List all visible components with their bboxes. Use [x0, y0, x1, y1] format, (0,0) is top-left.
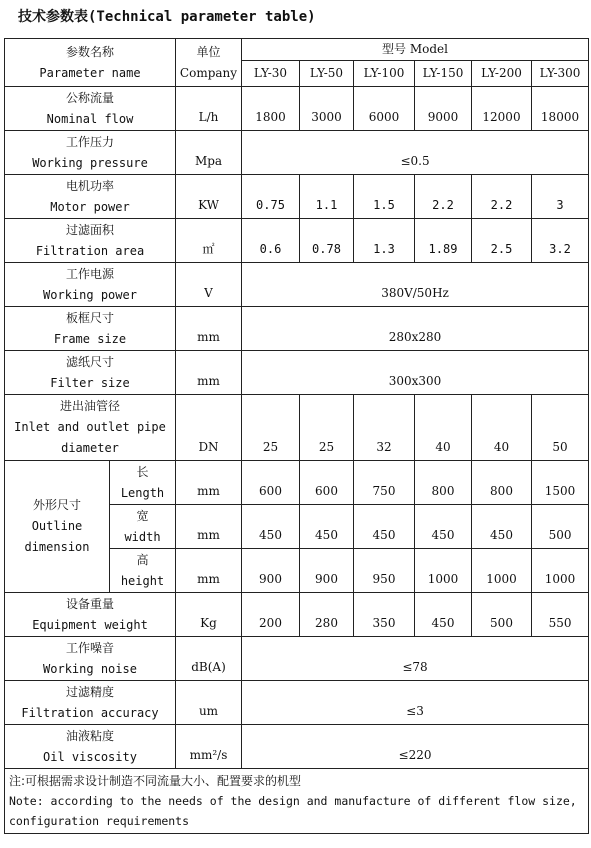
value-cell: 3000: [300, 87, 354, 131]
param-cn: 工作压力: [65, 134, 114, 149]
param-en: Working power: [43, 287, 137, 302]
unit-en: Company: [179, 65, 238, 80]
value-cell: 40: [415, 395, 472, 461]
unit-cell: ㎡: [176, 219, 242, 263]
param-cn: 板框尺寸: [65, 310, 114, 325]
value-cell: 350: [354, 593, 415, 637]
value-cell: ≤3: [242, 681, 589, 725]
note-cell: [5, 769, 589, 834]
value-cell: 32: [354, 395, 415, 461]
unit-cell: dB(A): [176, 637, 242, 681]
sub-param-cn: 宽: [136, 508, 149, 523]
value-cell: 600: [242, 461, 300, 505]
param-cn: 油液粘度: [65, 728, 114, 743]
row-working-pressure: [5, 131, 589, 175]
row-motor-power: [5, 175, 589, 219]
row-frame-size: [5, 307, 589, 351]
model-name: LY-30: [242, 61, 300, 87]
unit-header: [176, 39, 242, 87]
row-working-power: [5, 263, 589, 307]
param-name-header: [5, 39, 176, 87]
note-cn: 注:可根据需求设计制造不同流量大小、配置要求的机型: [9, 774, 302, 788]
row-working-noise: [5, 637, 589, 681]
value-cell: 1800: [242, 87, 300, 131]
value-cell: 550: [532, 593, 589, 637]
value-cell: 300x300: [242, 351, 589, 395]
param-cn: 过滤面积: [65, 222, 114, 237]
param-cn: 过滤精度: [65, 684, 114, 699]
value-cell: 3: [532, 175, 589, 219]
row-pipe-diameter: [5, 395, 589, 461]
model-name: LY-200: [472, 61, 532, 87]
value-cell: 450: [415, 593, 472, 637]
param-en: Outline: [31, 519, 83, 533]
param-en: Filter size: [50, 375, 130, 390]
unit-cell: mm: [176, 307, 242, 351]
value-cell: 450: [415, 505, 472, 549]
sub-param-cn: 高: [136, 552, 149, 567]
param-cn: 进出油管径: [59, 399, 120, 413]
unit-cn: 单位: [196, 44, 221, 59]
unit-cell: mm: [176, 505, 242, 549]
value-cell: 380V/50Hz: [242, 263, 589, 307]
value-cell: 2.2: [472, 175, 532, 219]
unit-cell: Mpa: [176, 131, 242, 175]
value-cell: 200: [242, 593, 300, 637]
unit-cell: mm: [176, 461, 242, 505]
value-cell: 50: [532, 395, 589, 461]
param-en: Working noise: [43, 661, 137, 676]
outline-label: [5, 461, 110, 593]
param-en: Motor power: [50, 199, 130, 214]
value-cell: 450: [472, 505, 532, 549]
value-cell: ≤0.5: [242, 131, 589, 175]
value-cell: 500: [472, 593, 532, 637]
value-cell: 1.5: [354, 175, 415, 219]
param-name-cn: 参数名称: [65, 44, 114, 59]
value-cell: 6000: [354, 87, 415, 131]
param-cn: 设备重量: [65, 596, 114, 611]
value-cell: 1000: [532, 549, 589, 593]
page-title: 技术参数表(Technical parameter table): [18, 9, 316, 25]
unit-cell: um: [176, 681, 242, 725]
value-cell: 750: [354, 461, 415, 505]
value-cell: 800: [415, 461, 472, 505]
param-cn: 外形尺寸: [32, 498, 81, 512]
value-cell: 1.1: [300, 175, 354, 219]
row-oil-viscosity: [5, 725, 589, 769]
value-cell: 950: [354, 549, 415, 593]
row-equipment-weight: [5, 593, 589, 637]
value-cell: 1500: [532, 461, 589, 505]
param-en: dimension: [24, 540, 90, 554]
unit-cell: V: [176, 263, 242, 307]
value-cell: 800: [472, 461, 532, 505]
row-filtration-area: [5, 219, 589, 263]
param-en: Filtration area: [35, 243, 145, 258]
value-cell: 25: [242, 395, 300, 461]
value-cell: 0.75: [242, 175, 300, 219]
value-cell: 450: [242, 505, 300, 549]
value-cell: 280: [300, 593, 354, 637]
model-name: LY-150: [415, 61, 472, 87]
sub-param-cn: 长: [136, 464, 149, 479]
value-cell: 450: [354, 505, 415, 549]
value-cell: 0.78: [300, 219, 354, 263]
sub-param-en: width: [124, 529, 161, 544]
row-filter-size: [5, 351, 589, 395]
technical-parameter-table: [4, 38, 589, 834]
value-cell: 0.6: [242, 219, 300, 263]
unit-cell: mm: [176, 549, 242, 593]
value-cell: 2.2: [415, 175, 472, 219]
param-cn: 电机功率: [65, 178, 114, 193]
value-cell: 500: [532, 505, 589, 549]
param-cn: 滤纸尺寸: [65, 354, 114, 369]
sub-param-en: Length: [120, 485, 165, 500]
param-en: Oil viscosity: [43, 749, 137, 764]
unit-cell: mm: [176, 351, 242, 395]
model-name: LY-300: [532, 61, 589, 87]
unit-cell: DN: [176, 395, 242, 461]
model-name: LY-100: [354, 61, 415, 87]
unit-cell: Kg: [176, 593, 242, 637]
param-en: diameter: [61, 441, 119, 455]
value-cell: 25: [300, 395, 354, 461]
value-cell: 900: [300, 549, 354, 593]
param-en: Filtration accuracy: [21, 705, 159, 720]
value-cell: 3.2: [532, 219, 589, 263]
param-cn: 工作噪音: [65, 640, 114, 655]
value-cell: 9000: [415, 87, 472, 131]
param-cn: 工作电源: [65, 266, 114, 281]
value-cell: 450: [300, 505, 354, 549]
header-row: [5, 39, 589, 61]
value-cell: 1.89: [415, 219, 472, 263]
param-en: Inlet and outlet pipe: [14, 420, 166, 434]
value-cell: 1.3: [354, 219, 415, 263]
value-cell: 600: [300, 461, 354, 505]
value-cell: 280x280: [242, 307, 589, 351]
value-cell: ≤220: [242, 725, 589, 769]
row-filtration-accuracy: [5, 681, 589, 725]
model-header: 型号 Model: [242, 39, 589, 61]
param-en: Frame size: [53, 331, 127, 346]
value-cell: 1000: [472, 549, 532, 593]
sub-param-en: height: [120, 573, 165, 588]
note-en: Note: according to the needs of the design and manufacture of different flow size, configuration requirements: [9, 794, 577, 828]
row-note: [5, 769, 589, 834]
value-cell: ≤78: [242, 637, 589, 681]
unit-cell: KW: [176, 175, 242, 219]
row-nominal-flow: [5, 87, 589, 131]
param-en: Nominal flow: [46, 111, 134, 126]
unit-cell: L/h: [176, 87, 242, 131]
value-cell: 12000: [472, 87, 532, 131]
model-name: LY-50: [300, 61, 354, 87]
value-cell: 18000: [532, 87, 589, 131]
value-cell: 40: [472, 395, 532, 461]
value-cell: 2.5: [472, 219, 532, 263]
value-cell: 1000: [415, 549, 472, 593]
unit-cell: mm²/s: [176, 725, 242, 769]
param-cn: 公称流量: [65, 90, 114, 105]
param-name-en: Parameter name: [39, 65, 141, 80]
row-outline-length: [5, 461, 589, 505]
param-en: Working pressure: [32, 155, 148, 170]
param-en: Equipment weight: [32, 617, 148, 632]
value-cell: 900: [242, 549, 300, 593]
